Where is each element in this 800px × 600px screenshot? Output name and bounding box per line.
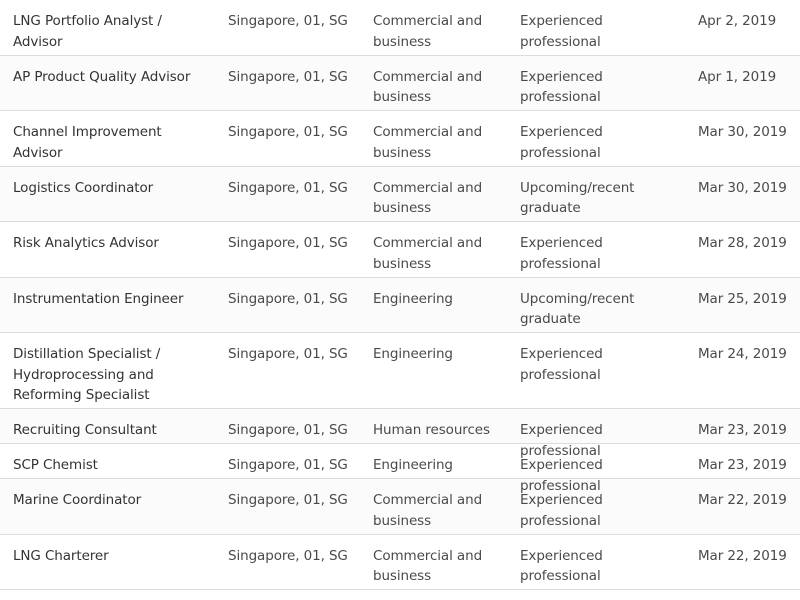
job-experience-level: Experienced professional — [520, 422, 603, 459]
table-row[interactable] — [0, 0, 800, 56]
job-location: Singapore, 01, SG — [228, 179, 348, 196]
job-category: Commercial and business — [373, 235, 483, 272]
job-title-link[interactable]: Risk Analytics Advisor — [13, 235, 159, 251]
job-category: Commercial and business — [373, 179, 483, 216]
job-title-link[interactable]: Logistics Coordinator — [13, 179, 154, 196]
table-row[interactable] — [0, 535, 800, 591]
job-location: Singapore, 01, SG — [228, 547, 348, 564]
job-category: Engineering — [373, 457, 453, 473]
job-title-link[interactable]: Recruiting Consultant — [13, 422, 157, 438]
job-title-link[interactable]: AP Product Quality Advisor — [13, 68, 191, 85]
job-location: Singapore, 01, SG — [228, 492, 348, 508]
table-row[interactable] — [0, 56, 800, 112]
table-row[interactable] — [0, 167, 800, 223]
job-posted-date: Mar 23, 2019 — [698, 457, 787, 473]
job-posted-date: Mar 30, 2019 — [698, 124, 787, 140]
job-location: Singapore, 01, SG — [228, 13, 348, 29]
job-location: Singapore, 01, SG — [228, 68, 348, 85]
table-row[interactable] — [0, 333, 800, 409]
job-posted-date: Apr 1, 2019 — [698, 68, 777, 85]
job-title-link[interactable]: SCP Chemist — [13, 457, 98, 473]
job-posted-date: Mar 22, 2019 — [698, 492, 787, 508]
job-experience-level: Experienced professional — [520, 492, 603, 529]
job-title-link[interactable]: Instrumentation Engineer — [13, 290, 184, 307]
job-category: Commercial and business — [373, 492, 483, 529]
job-experience-level: Experienced professional — [520, 547, 603, 584]
table-row[interactable] — [0, 409, 800, 459]
job-experience-level: Experienced professional — [520, 124, 603, 161]
job-location: Singapore, 01, SG — [228, 290, 348, 307]
table-row[interactable] — [0, 278, 800, 334]
job-location: Singapore, 01, SG — [228, 422, 348, 438]
job-experience-level: Experienced professional — [520, 346, 603, 383]
job-posted-date: Mar 24, 2019 — [698, 346, 787, 362]
job-title-link[interactable]: Channel Improvement Advisor — [13, 124, 162, 161]
job-experience-level: Experienced professional — [520, 68, 603, 105]
job-location: Singapore, 01, SG — [228, 235, 348, 251]
table-row[interactable] — [0, 222, 800, 278]
table-row[interactable] — [0, 479, 800, 535]
job-category: Commercial and business — [373, 13, 483, 50]
job-posted-date: Mar 28, 2019 — [698, 235, 787, 251]
table-row[interactable] — [0, 111, 800, 167]
job-location: Singapore, 01, SG — [228, 457, 348, 473]
job-category: Human resources — [373, 422, 490, 438]
job-category: Engineering — [373, 346, 453, 362]
job-posted-date: Mar 23, 2019 — [698, 422, 787, 438]
job-experience-level: Upcoming/recent graduate — [520, 290, 635, 327]
job-posted-date: Mar 22, 2019 — [698, 547, 787, 564]
job-posted-date: Apr 2, 2019 — [698, 13, 777, 29]
job-experience-level: Experienced professional — [520, 235, 603, 272]
table-row[interactable] — [0, 444, 800, 494]
job-category: Commercial and business — [373, 124, 483, 161]
job-location: Singapore, 01, SG — [228, 124, 348, 140]
job-category: Commercial and business — [373, 547, 483, 584]
job-category: Engineering — [373, 290, 453, 307]
job-experience-level: Experienced professional — [520, 13, 603, 50]
job-category: Commercial and business — [373, 68, 483, 105]
job-title-link[interactable]: LNG Portfolio Analyst / Advisor — [13, 13, 162, 50]
job-title-link[interactable]: Marine Coordinator — [13, 492, 142, 508]
job-title-link[interactable]: LNG Charterer — [13, 547, 109, 564]
job-experience-level: Experienced professional — [520, 457, 603, 494]
job-title-link[interactable]: Distillation Specialist / Hydroprocessing and Reforming Specialist — [13, 346, 161, 403]
job-experience-level: Upcoming/recent graduate — [520, 179, 635, 216]
job-posted-date: Mar 25, 2019 — [698, 290, 787, 307]
job-location: Singapore, 01, SG — [228, 346, 348, 362]
job-posted-date: Mar 30, 2019 — [698, 179, 787, 196]
